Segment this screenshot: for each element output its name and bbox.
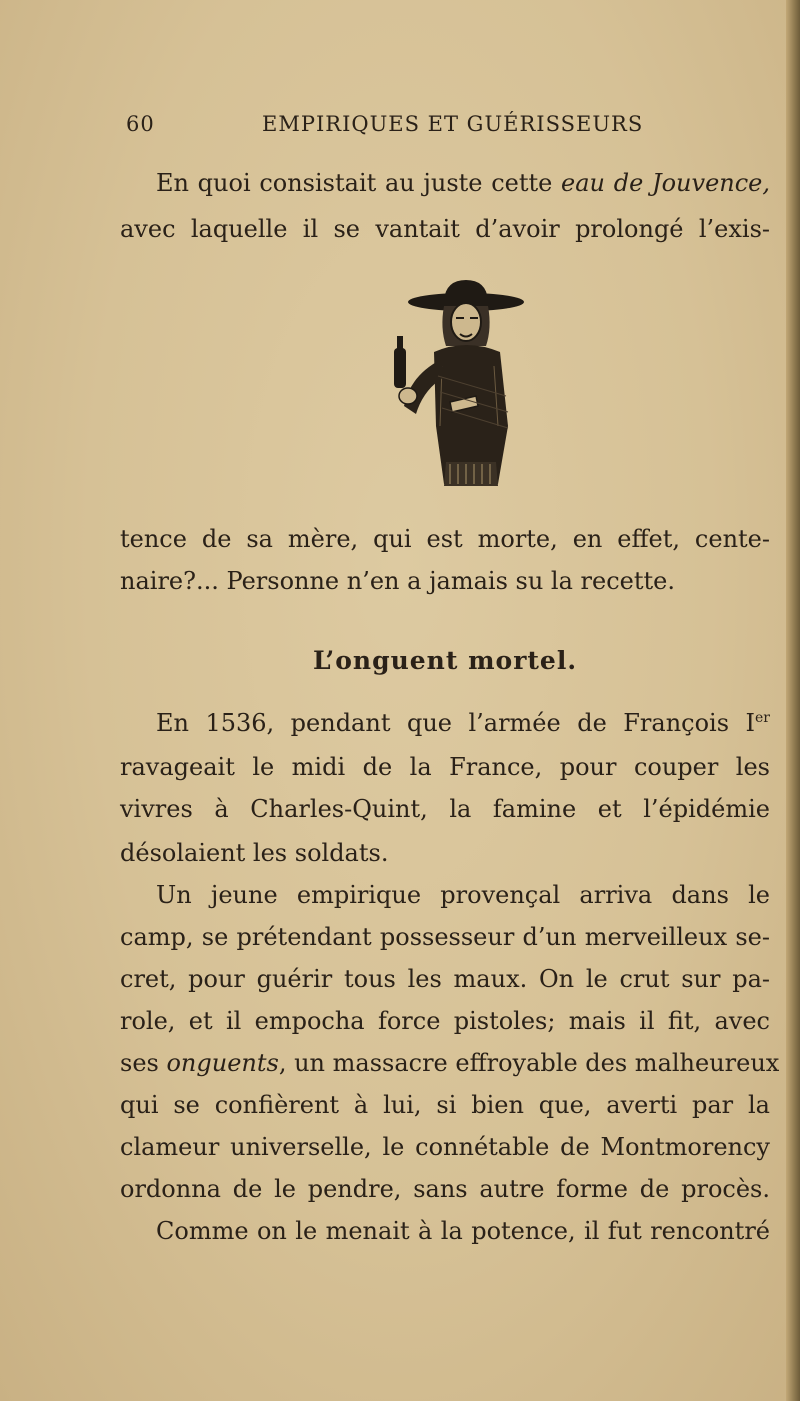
italic-phrase: eau de Jouvence,	[561, 169, 771, 197]
page-number: 60	[126, 112, 155, 136]
text-span: , un massacre effroyable des malheureux	[278, 1049, 780, 1077]
text-line: avec laquelle il se vantait d’avoir prolongé l’exis-	[120, 215, 770, 243]
man-with-hat-holding-bottle-icon	[380, 276, 530, 496]
text-line	[120, 1046, 780, 1080]
running-title: EMPIRIQUES ET GUÉRISSEURS	[262, 112, 644, 136]
text-line: clameur universelle, le connétable de Montmorency	[120, 1133, 770, 1161]
text-line: role, et il empocha force pistoles; mais il fit, avec	[120, 1007, 770, 1035]
italic-word: onguents	[166, 1049, 279, 1077]
text-line	[156, 706, 770, 740]
text-span: En 1536, pendant que l’armée de François I	[156, 709, 756, 737]
text-line: vivres à Charles-Quint, la famine et l’épidémie	[120, 795, 770, 823]
text-line: Un jeune empirique provençal arriva dans le	[156, 881, 770, 909]
text-line: Comme on le menait à la potence, il fut rencontré	[156, 1217, 770, 1245]
text-line: cret, pour guérir tous les maux. On le crut sur pa-	[120, 965, 770, 993]
running-header	[126, 112, 776, 144]
text-line: ordonna de le pendre, sans autre forme de procès.	[120, 1175, 770, 1203]
text-line: qui se confièrent à lui, si bien que, averti par la	[120, 1091, 770, 1119]
text-line	[156, 166, 770, 200]
superscript: er	[755, 710, 770, 726]
text-line: ravageait le midi de la France, pour couper les	[120, 753, 770, 781]
text-line: naire?... Personne n’en a jamais su la recette.	[120, 567, 675, 595]
page-edge-shadow	[786, 0, 800, 1401]
text-line: désolaient les soldats.	[120, 839, 389, 867]
text-line: camp, se prétendant possesseur d’un merveilleux se-	[120, 923, 770, 951]
text-line: tence de sa mère, qui est morte, en effet, cente-	[120, 525, 770, 553]
text-span: ses	[120, 1049, 167, 1077]
section-heading: L’onguent mortel.	[312, 646, 578, 675]
text-span: En quoi consistait au juste cette	[156, 169, 562, 197]
